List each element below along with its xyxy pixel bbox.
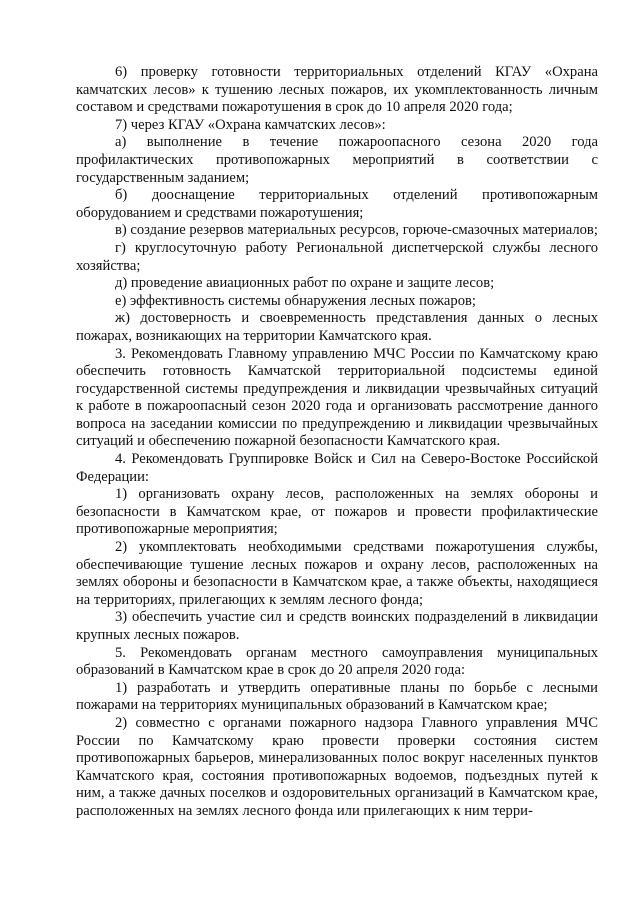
paragraph-section-5: 5. Рекомендовать органам местного самоуправления муниципальных образований в Камчатском крае в срок до 20 апреля 2020 года: xyxy=(76,644,598,679)
paragraph-section-3: 3. Рекомендовать Главному управлению МЧС России по Камчатскому краю обеспечить готовность Камчатской территориальной подсистемы единой государственной системы предупреждения и ликвидации чрезвычайных ситуаций к работе в пожароопасный сезон 2020 года и организовать рассмотрение данного вопроса на заседании комиссии по предупреждению и ликвидации чрезвычайных ситуаций и обеспечению пожарной безопасности Камчатского края. xyxy=(76,345,598,450)
paragraph-item-7: 7) через КГАУ «Охрана камчатских лесов»: xyxy=(115,116,386,133)
paragraph-subitem-a: а) выполнение в течение пожароопасного сезона 2020 года профилактических противопожарных мероприятий в соответствии с государственным заданием; xyxy=(76,134,598,186)
paragraph-section-4-item-1: 1) организовать охрану лесов, расположенных на землях обороны и безопасности в Камчатском крае, от пожаров и провести профилактические противопожарные мероприятия; xyxy=(76,486,598,538)
paragraph-subitem-d: д) проведение авиационных работ по охране и защите лесов; xyxy=(115,275,495,292)
document-body xyxy=(76,64,598,821)
paragraph-section-5-item-2: 2) совместно с органами пожарного надзора Главного управления МЧС России по Камчатскому краю провести проверки состояния систем противопожарных барьеров, минерализованных полос вокруг населенных пунктов Камчатского края, состояния противопожарных водоемов, подъездных путей к ним, а также дачных поселков и оздоровительных организаций в Камчатском крае, расположенных на землях лесного фонда или прилегающих к ним терри- xyxy=(76,714,598,819)
paragraph-subitem-b: б) дооснащение территориальных отделений противопожарным оборудованием и средствами пожаротушения; xyxy=(76,187,598,221)
paragraph-section-4-item-3: 3) обеспечить участие сил и средств воинских подразделений в ликвидации крупных лесных пожаров. xyxy=(76,609,598,643)
paragraph-item-6: 6) проверку готовности территориальных отделений КГАУ «Охрана камчатских лесов» к тушению лесных пожаров, их укомплектованность личным составом и средствами пожаротушения в срок до 10 апреля 2020 года; xyxy=(76,64,598,116)
paragraph-section-5-item-1: 1) разработать и утвердить оперативные планы по борьбе с лесными пожарами на территориях муниципальных образований в Камчатском крае; xyxy=(76,679,598,714)
paragraph-section-4: 4. Рекомендовать Группировке Войск и Сил на Северо-Востоке Российской Федерации: xyxy=(76,451,598,485)
paragraph-subitem-zh: ж) достоверность и своевременность представления данных о лесных пожарах, возникающих на территории Камчатского края. xyxy=(76,310,598,344)
paragraph-subitem-e: е) эффективность системы обнаружения лесных пожаров; xyxy=(115,292,476,309)
paragraph-subitem-g: г) круглосуточную работу Региональной диспетчерской службы лесного хозяйства; xyxy=(76,239,598,274)
paragraph-subitem-v: в) создание резервов материальных ресурсов, горюче-смазочных материалов; xyxy=(115,222,598,239)
paragraph-section-4-item-2: 2) укомплектовать необходимыми средствами пожаротушения службы, обеспечивающие тушение лесных пожаров и охрану лесов, расположенных на землях обороны и безопасности в Камчатском крае, а также объекты, находящиеся на территориях, прилегающих к землям лесного фонда; xyxy=(76,539,598,608)
